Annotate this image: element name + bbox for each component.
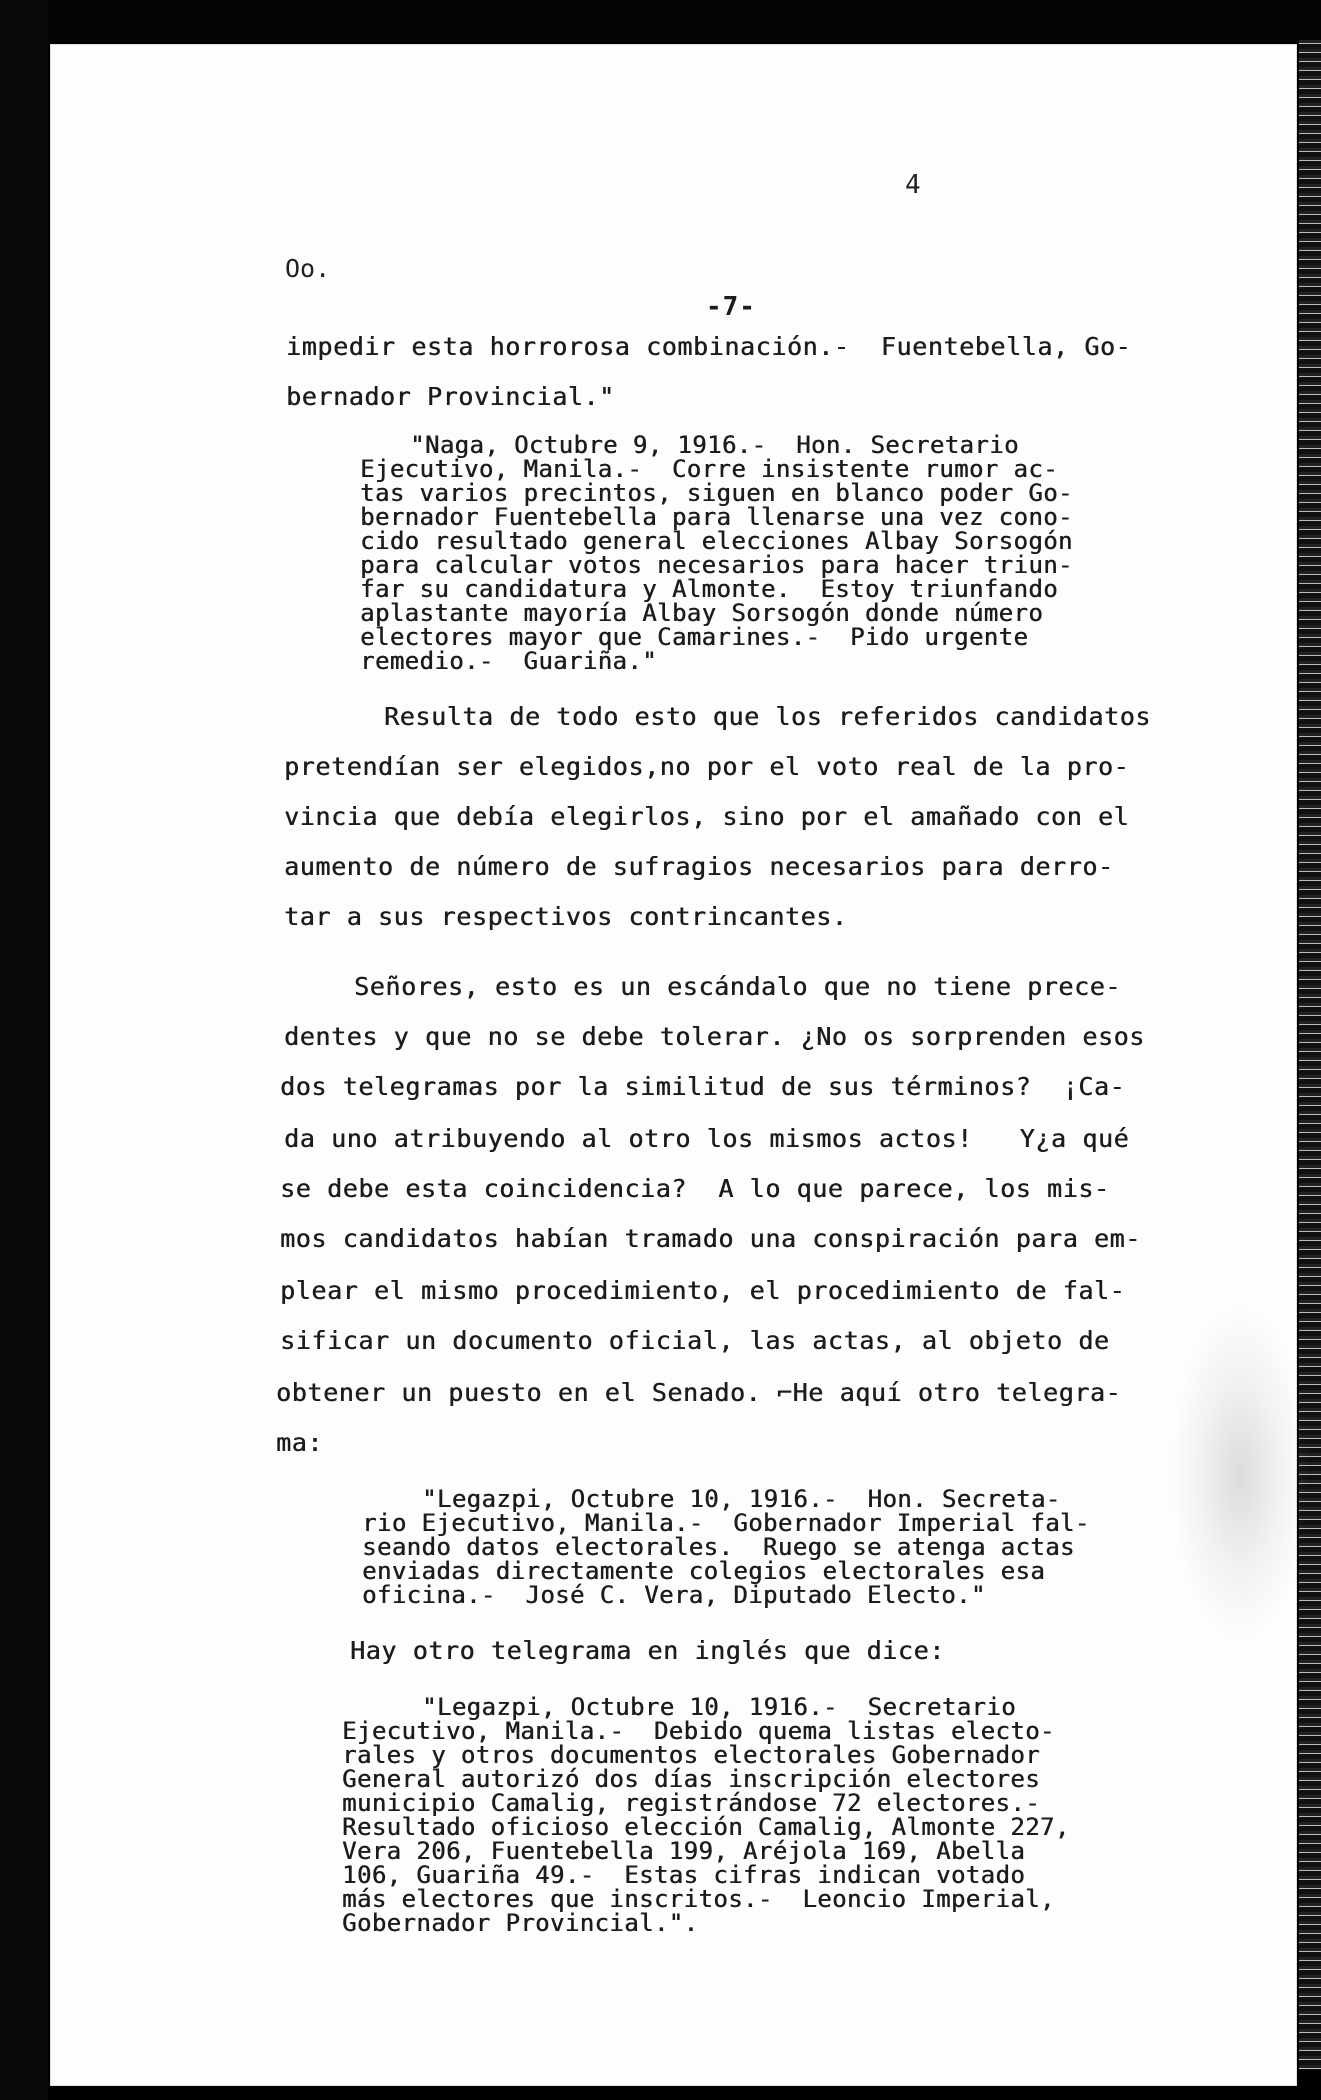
text-line: Señores, esto es un escándalo que no tiene prece- bbox=[354, 972, 1121, 1001]
text-line: Hay otro telegrama en inglés que dice: bbox=[350, 1636, 945, 1665]
scan-smudge bbox=[1170, 1304, 1310, 1644]
telegram-line: "Legazpi, Octubre 10, 1916.- Secretario bbox=[422, 1693, 1016, 1721]
telegram-line: oficina.- José C. Vera, Diputado Electo." bbox=[362, 1581, 986, 1609]
telegram-line: cido resultado general elecciones Albay Sorsogón bbox=[360, 527, 1073, 555]
telegram-line: rales y otros documentos electorales Gobernador bbox=[342, 1741, 1040, 1769]
telegram-line: para calcular votos necesarios para hacer triun- bbox=[360, 551, 1073, 579]
page-number: -7- bbox=[706, 292, 756, 322]
telegram-line: más electores que inscritos.- Leoncio Imperial, bbox=[342, 1885, 1055, 1913]
text-line: pretendían ser elegidos,no por el voto real de la pro- bbox=[284, 752, 1130, 781]
text-line: da uno atribuyendo al otro los mismos actos! Y¿a qué bbox=[284, 1124, 1130, 1153]
telegram-line: rio Ejecutivo, Manila.- Gobernador Imperial fal- bbox=[362, 1509, 1090, 1537]
text-line: obtener un puesto en el Senado. ⌐He aquí otro telegra- bbox=[276, 1378, 1122, 1407]
text-line: bernador Provincial." bbox=[286, 382, 615, 411]
scan-top-border bbox=[0, 0, 1321, 42]
telegram-line: remedio.- Guariña." bbox=[360, 647, 657, 675]
text-line: plear el mismo procedimiento, el procedimiento de fal- bbox=[280, 1276, 1126, 1305]
text-line: aumento de número de sufragios necesarios para derro- bbox=[284, 852, 1114, 881]
telegram-line: seando datos electorales. Ruego se atenga actas bbox=[362, 1533, 1075, 1561]
text-line: ma: bbox=[276, 1428, 323, 1457]
telegram-line: Ejecutivo, Manila.- Debido quema listas electo- bbox=[342, 1717, 1055, 1745]
scan-left-border bbox=[0, 0, 48, 2100]
telegram-line: General autorizó dos días inscripción electores bbox=[342, 1765, 1040, 1793]
telegram-line: Gobernador Provincial.". bbox=[342, 1909, 699, 1937]
document-page bbox=[50, 44, 1297, 2086]
margin-note: Oo. bbox=[285, 254, 331, 283]
text-line: impedir esta horrorosa combinación.- Fuentebella, Go- bbox=[286, 332, 1132, 361]
text-line: mos candidatos habían tramado una conspiración para em- bbox=[280, 1224, 1141, 1253]
text-line: sificar un documento oficial, las actas, al objeto de bbox=[280, 1326, 1110, 1355]
telegram-line: Resultado oficioso elección Camalig, Almonte 227, bbox=[342, 1813, 1070, 1841]
telegram-line: enviadas directamente colegios electorales esa bbox=[362, 1557, 1046, 1585]
telegram-line: bernador Fuentebella para llenarse una vez cono- bbox=[360, 503, 1073, 531]
top-handwritten-mark: 4 bbox=[905, 170, 921, 200]
telegram-line: Ejecutivo, Manila.- Corre insistente rumor ac- bbox=[360, 455, 1058, 483]
text-line: dos telegramas por la similitud de sus términos? ¡Ca- bbox=[280, 1072, 1126, 1101]
scan-right-edge bbox=[1299, 40, 1321, 2070]
text-line: vincia que debía elegirlos, sino por el amañado con el bbox=[284, 802, 1130, 831]
text-line: tar a sus respectivos contrincantes. bbox=[284, 902, 848, 931]
telegram-line: "Naga, Octubre 9, 1916.- Hon. Secretario bbox=[410, 431, 1019, 459]
text-line: dentes y que no se debe tolerar. ¿No os sorprenden esos bbox=[284, 1022, 1145, 1051]
telegram-line: 106, Guariña 49.- Estas cifras indican votado bbox=[342, 1861, 1026, 1889]
telegram-line: "Legazpi, Octubre 10, 1916.- Hon. Secreta- bbox=[422, 1485, 1061, 1513]
text-line: se debe esta coincidencia? A lo que parece, los mis- bbox=[280, 1174, 1110, 1203]
text-line: Resulta de todo esto que los referidos candidatos bbox=[384, 702, 1151, 731]
telegram-line: electores mayor que Camarines.- Pido urgente bbox=[360, 623, 1029, 651]
telegram-line: tas varios precintos, siguen en blanco poder Go- bbox=[360, 479, 1073, 507]
telegram-line: aplastante mayoría Albay Sorsogón donde número bbox=[360, 599, 1044, 627]
telegram-line: far su candidatura y Almonte. Estoy triunfando bbox=[360, 575, 1058, 603]
telegram-line: Vera 206, Fuentebella 199, Aréjola 169, Abella bbox=[342, 1837, 1026, 1865]
telegram-line: municipio Camalig, registrándose 72 electores.- bbox=[342, 1789, 1040, 1817]
